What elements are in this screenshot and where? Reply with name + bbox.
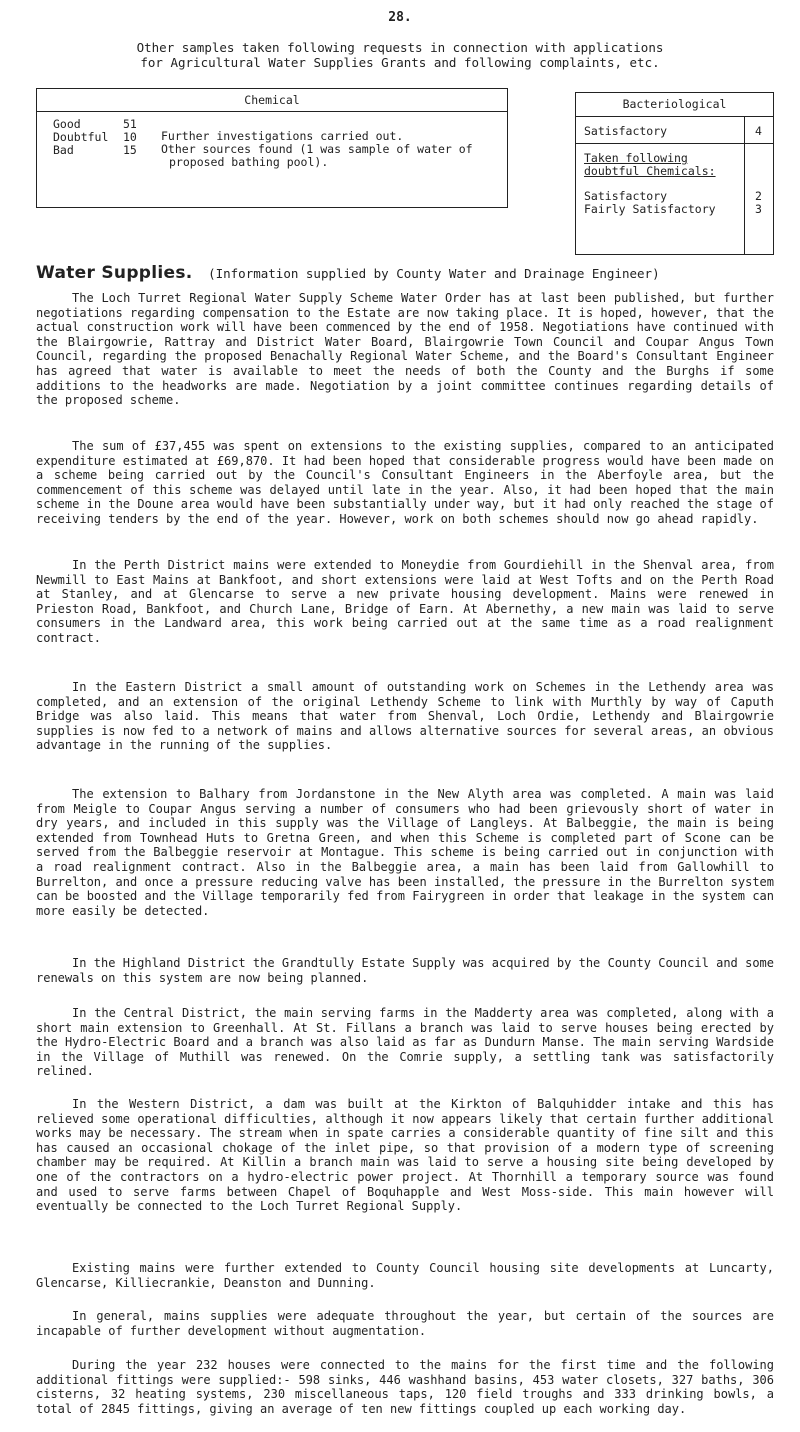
section-subtitle: (Information supplied by County Water and Drainage Engineer) xyxy=(208,266,660,281)
bacteriological-satisfactory-row xyxy=(576,117,773,144)
chemical-row-value: 51 xyxy=(123,117,137,131)
chemical-note-line: proposed bathing pool). xyxy=(169,155,329,169)
paragraph: In general, mains supplies were adequate throughout the year, but certain of the sources are incapable of further development without augmentation. xyxy=(36,1309,774,1338)
paragraph: In the Central District, the main serving farms in the Madderty area was completed, along with a short main extension to Greenhall. At St. Fillans a branch was laid to serve houses being erected by the Hydro-Electric Board and a branch was also laid as far as Dundurn Manse. The main serving Wardside in the Village of Muthill was renewed. On the Comrie supply, a settling tank was satisfactorily relined. xyxy=(36,1006,774,1079)
bacteriological-subheading: doubtful Chemicals: xyxy=(584,164,716,178)
chemical-row-label: Good xyxy=(53,117,81,131)
chemical-row-value: 10 xyxy=(123,130,137,144)
paragraph: In the Eastern District a small amount of outstanding work on Schemes in the Lethendy area was completed, and an extension of the original Lethendy Scheme to link with Murthly by way of Caputh Bridge was also laid. This means that water from Shenval, Loch Ordie, Lethendy and Blairgowrie supplies is now fed to a network of mains and allows alternative sources for several areas, an obvious advantage in the running of the supplies. xyxy=(36,680,774,753)
paragraph: In the Western District, a dam was built at the Kirkton of Balquhidder intake and this has relieved some operational difficulties, although it now appears likely that certain further additional works may be necessary. The stream when in spate carries a considerable quantity of fine silt and this has caused an occasional chokage of the inlet pipe, so that provision of a modern type of screening chamber may be required. At Killin a branch main was laid to serve a housing site being developed by one of the contractors on a hydro-electric power project. At Thornhill a temporary source was found and used to serve farms between Chapel of Boquhapple and West Moss-side. This main however will eventually be connected to the Loch Turret Regional Supply. xyxy=(36,1097,774,1214)
section-title: Water Supplies. xyxy=(36,263,193,283)
bacteriological-title: Bacteriological xyxy=(576,93,773,117)
chemical-row-value: 15 xyxy=(123,143,137,157)
section-heading xyxy=(36,263,660,283)
chemical-row-label: Bad xyxy=(53,143,74,157)
paragraph: During the year 232 houses were connected to the mains for the first time and the following additional fittings were supplied:- 598 sinks, 446 washhand basins, 453 water closets, 327 baths, 306 cisterns, 32 heating systems, 230 miscellaneous taps, 120 field troughs and 333 drinking bowls, a total of 2845 fittings, giving an average of ten new fittings coupled up each working day. xyxy=(36,1358,774,1416)
chemical-title: Chemical xyxy=(37,89,507,112)
satisfactory-label: Satisfactory xyxy=(584,124,668,138)
sub-row-label: Satisfactory xyxy=(584,189,668,203)
bacteriological-table xyxy=(575,92,774,255)
page-number: 28. xyxy=(388,10,412,25)
paragraph: Existing mains were further extended to County Council housing site developments at Luncarty, Glencarse, Killiecrankie, Deanston and Dunning. xyxy=(36,1261,774,1290)
chemical-note-line: Other sources found (1 was sample of water of xyxy=(161,142,473,156)
paragraph: The extension to Balhary from Jordanstone in the New Alyth area was completed. A main was laid from Meigle to Coupar Angus serving a number of consumers who had been grievously short of water in dry years, and included in this supply was the Village of Langleys. At Balbeggie, the main is being extended from Townhead Huts to Gretna Green, and when this Scheme is completed part of Scone can be served from the Balbeggie reservoir at Montague. This scheme is being carried out in conjunction with a road realignment contract. Also in the Balbeggie area, a main has been laid from Gallowhill to Burrelton, and once a pressure reducing valve has been installed, the pressure in the Burrelton system can be boosted and the Village temporarily fed from Fairygreen in order that leakage in the system can more easily be detected. xyxy=(36,787,774,918)
chemical-note xyxy=(161,130,501,169)
chemical-note-line: Further investigations carried out. xyxy=(161,129,404,143)
intro-text xyxy=(0,40,800,70)
bacteriological-subheading: Taken following xyxy=(584,151,688,165)
satisfactory-value: 4 xyxy=(755,124,762,138)
intro-line: Other samples taken following requests in connection with applications xyxy=(136,40,664,55)
paragraph: In the Highland District the Grandtully Estate Supply was acquired by the County Council and some renewals on this system are now being planned. xyxy=(36,956,774,985)
paragraph: The sum of £37,455 was spent on extensions to the existing supplies, compared to an anticipated expenditure estimated at £69,870. It had been hoped that considerable progress would have been made on a scheme being carried out by the Council's Consultant Engineers in the Aberfoyle area, but the commencement of this scheme was delayed until late in the year. Also, it had been hoped that the main scheme in the Doune area would have been substantially under way, but it had only reached the stage of receiving tenders by the end of the year. However, work on both schemes should now go ahead rapidly. xyxy=(36,439,774,526)
chemical-row-label: Doubtful xyxy=(53,130,109,144)
sub-row-value: 2 xyxy=(755,189,762,203)
paragraph: In the Perth District mains were extended to Moneydie from Gourdiehill in the Shenval area, from Newmill to East Mains at Bankfoot, and short extensions were laid at West Tofts and on the Perth Road at Stanley, and at Glencarse to serve a new private housing development. Mains were renewed in Prieston Road, Bankfoot, and Church Lane, Bridge of Earn. At Abernethy, a new main was laid to serve consumers in the Landward area, this work being carried out at the same time as a road realignment contract. xyxy=(36,558,774,645)
intro-line: for Agricultural Water Supplies Grants and following complaints, etc. xyxy=(140,55,660,70)
sub-row-label: Fairly Satisfactory xyxy=(584,202,716,216)
chemical-table xyxy=(36,88,508,208)
sub-row-value: 3 xyxy=(755,202,762,216)
paragraph: The Loch Turret Regional Water Supply Scheme Water Order has at last been published, but further negotiations regarding compensation to the Estate are now taking place. It is hoped, however, that the actual construction work will have been commenced by the end of 1958. Negotiations have continued with the Blairgowrie, Rattray and District Water Board, Blairgowrie Town Council and Coupar Angus Town Council, regarding the proposed Benachally Regional Water Scheme, and the Board's Consultant Engineer has agreed that water is available to meet the needs of both the County and the Burghs if some additions to the headworks are made. Negotiation by a joint committee continues regarding details of the proposed scheme. xyxy=(36,291,774,408)
